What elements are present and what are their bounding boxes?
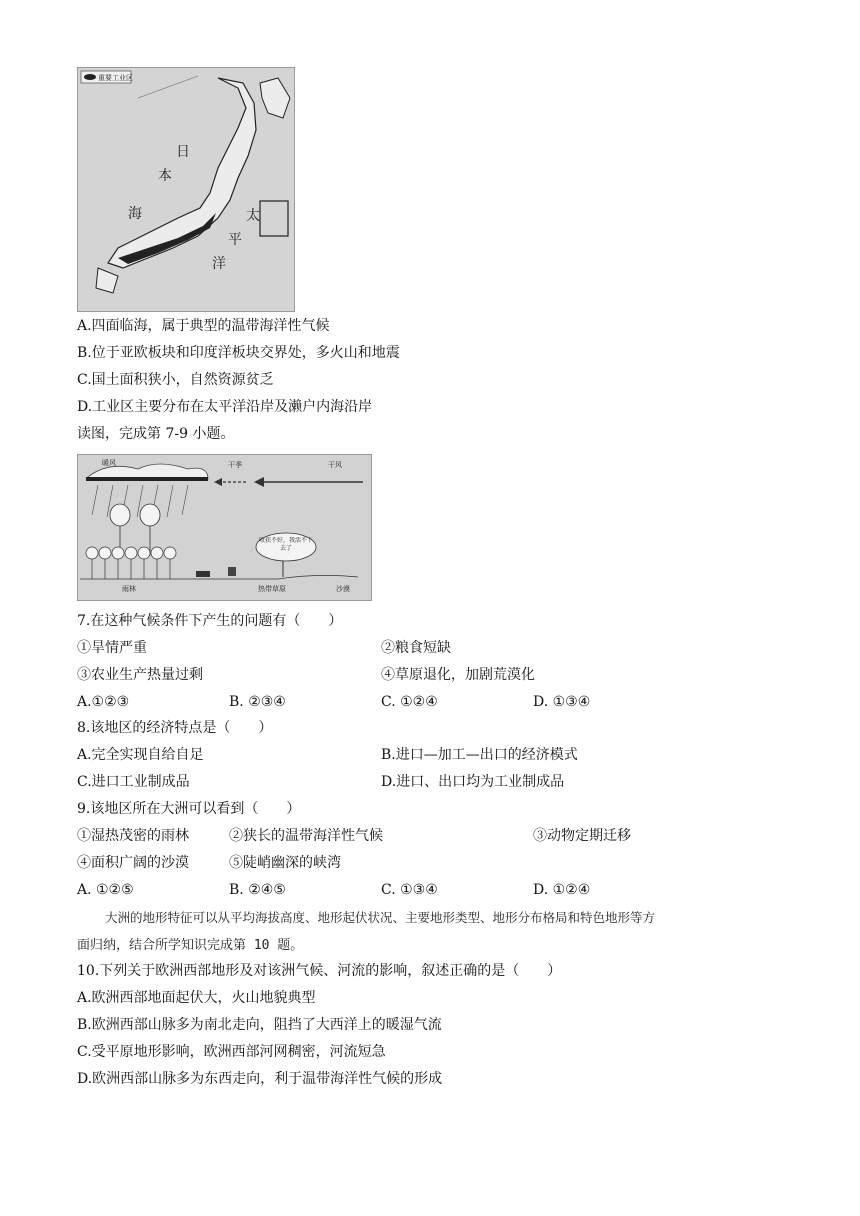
q9-stem: 9.该地区所在大洲可以看到（ ） xyxy=(77,801,301,817)
passage-line-1: 大洲的地形特征可以从平均海拔高度、地形起伏状况、主要地形类型、地形分布格局和特色地形等方 xyxy=(105,910,656,925)
q6-option-b: B.位于亚欧板块和印度洋板块交界处，多火山和地震 xyxy=(77,345,400,361)
q7-option-b: B. ②③④ xyxy=(229,694,286,710)
map-label-ri: 日 xyxy=(176,144,190,160)
map-label-hai: 海 xyxy=(128,206,142,222)
rainforest-label: 雨林 xyxy=(122,585,136,593)
japan-map-figure xyxy=(77,67,295,312)
dry-season-figure xyxy=(77,454,372,601)
q8-option-b: B.进口—加工—出口的经济模式 xyxy=(381,747,578,763)
map-label-tai: 太 xyxy=(246,208,260,224)
legend-label: 重要工业区 xyxy=(98,74,133,82)
intro-7-9: 读图，完成第 7-9 小题。 xyxy=(77,426,235,442)
q9-item-4: ④面积广阔的沙漠 xyxy=(77,855,189,871)
legend-swatch-icon xyxy=(84,74,96,80)
passage-line-2: 面归纳，结合所学知识完成第 10 题。 xyxy=(77,938,304,953)
q6-option-a: A.四面临海，属于典型的温带海洋性气候 xyxy=(77,318,330,334)
season-label: 干季 xyxy=(228,461,242,469)
wind-right-label: 干风 xyxy=(328,461,342,469)
q7-item-4: ④草原退化，加剧荒漠化 xyxy=(381,667,535,683)
q8-option-d: D.进口、出口均为工业制成品 xyxy=(381,774,565,790)
wind-left-label: 暖风 xyxy=(102,459,116,467)
map-label-yang: 洋 xyxy=(212,256,226,272)
dry-season-illustration xyxy=(78,455,371,600)
q9-item-3: ③动物定期迁移 xyxy=(533,828,631,844)
q9-item-1: ①湿热茂密的雨林 xyxy=(77,828,189,844)
q8-option-a: A.完全实现自给自足 xyxy=(77,747,204,763)
q7-item-3: ③农业生产热量过剩 xyxy=(77,667,203,683)
q10-option-c: C.受平原地形影响，欧洲西部河网稠密，河流短急 xyxy=(77,1044,386,1060)
q10-option-b: B.欧洲西部山脉多为南北走向，阻挡了大西洋上的暖湿气流 xyxy=(77,1017,442,1033)
q7-option-a: A.①②③ xyxy=(77,694,130,710)
japan-map xyxy=(78,68,294,311)
q10-option-a: A.欧洲西部地面起伏大，火山地貌典型 xyxy=(77,990,316,1006)
speech-bubble-text: 收获不好，我活不下去了 xyxy=(258,537,313,552)
q6-option-c: C.国土面积狭小，自然资源贫乏 xyxy=(77,372,274,388)
q9-option-a: A. ①②⑤ xyxy=(77,882,134,898)
q9-option-b: B. ②④⑤ xyxy=(229,882,286,898)
q7-option-c: C. ①②④ xyxy=(381,694,438,710)
q7-item-2: ②粮食短缺 xyxy=(381,640,451,656)
q7-option-d: D. ①③④ xyxy=(533,694,591,710)
q9-item-5: ⑤陡峭幽深的峡湾 xyxy=(229,855,341,871)
q9-item-2: ②狭长的温带海洋性气候 xyxy=(229,828,383,844)
q9-option-c: C. ①③④ xyxy=(381,882,438,898)
passage-10 xyxy=(77,904,777,960)
q8-stem: 8.该地区的经济特点是（ ） xyxy=(77,720,273,736)
map-label-ping: 平 xyxy=(228,232,242,248)
q7-item-1: ①旱情严重 xyxy=(77,640,147,656)
savanna-label: 热带草原 xyxy=(258,585,286,593)
q10-stem: 10.下列关于欧洲西部地形及对该洲气候、河流的影响，叙述正确的是（ ） xyxy=(77,963,562,979)
q9-option-d: D. ①②④ xyxy=(533,882,591,898)
q7-stem: 7.在这种气候条件下产生的问题有（ ） xyxy=(77,613,343,629)
map-label-ben: 本 xyxy=(158,168,172,184)
q6-option-d: D.工业区主要分布在太平洋沿岸及濑户内海沿岸 xyxy=(77,399,373,415)
desert-label: 沙漠 xyxy=(336,585,350,593)
q10-option-d: D.欧洲西部山脉多为东西走向，利于温带海洋性气候的形成 xyxy=(77,1071,443,1087)
q8-option-c: C.进口工业制成品 xyxy=(77,774,190,790)
